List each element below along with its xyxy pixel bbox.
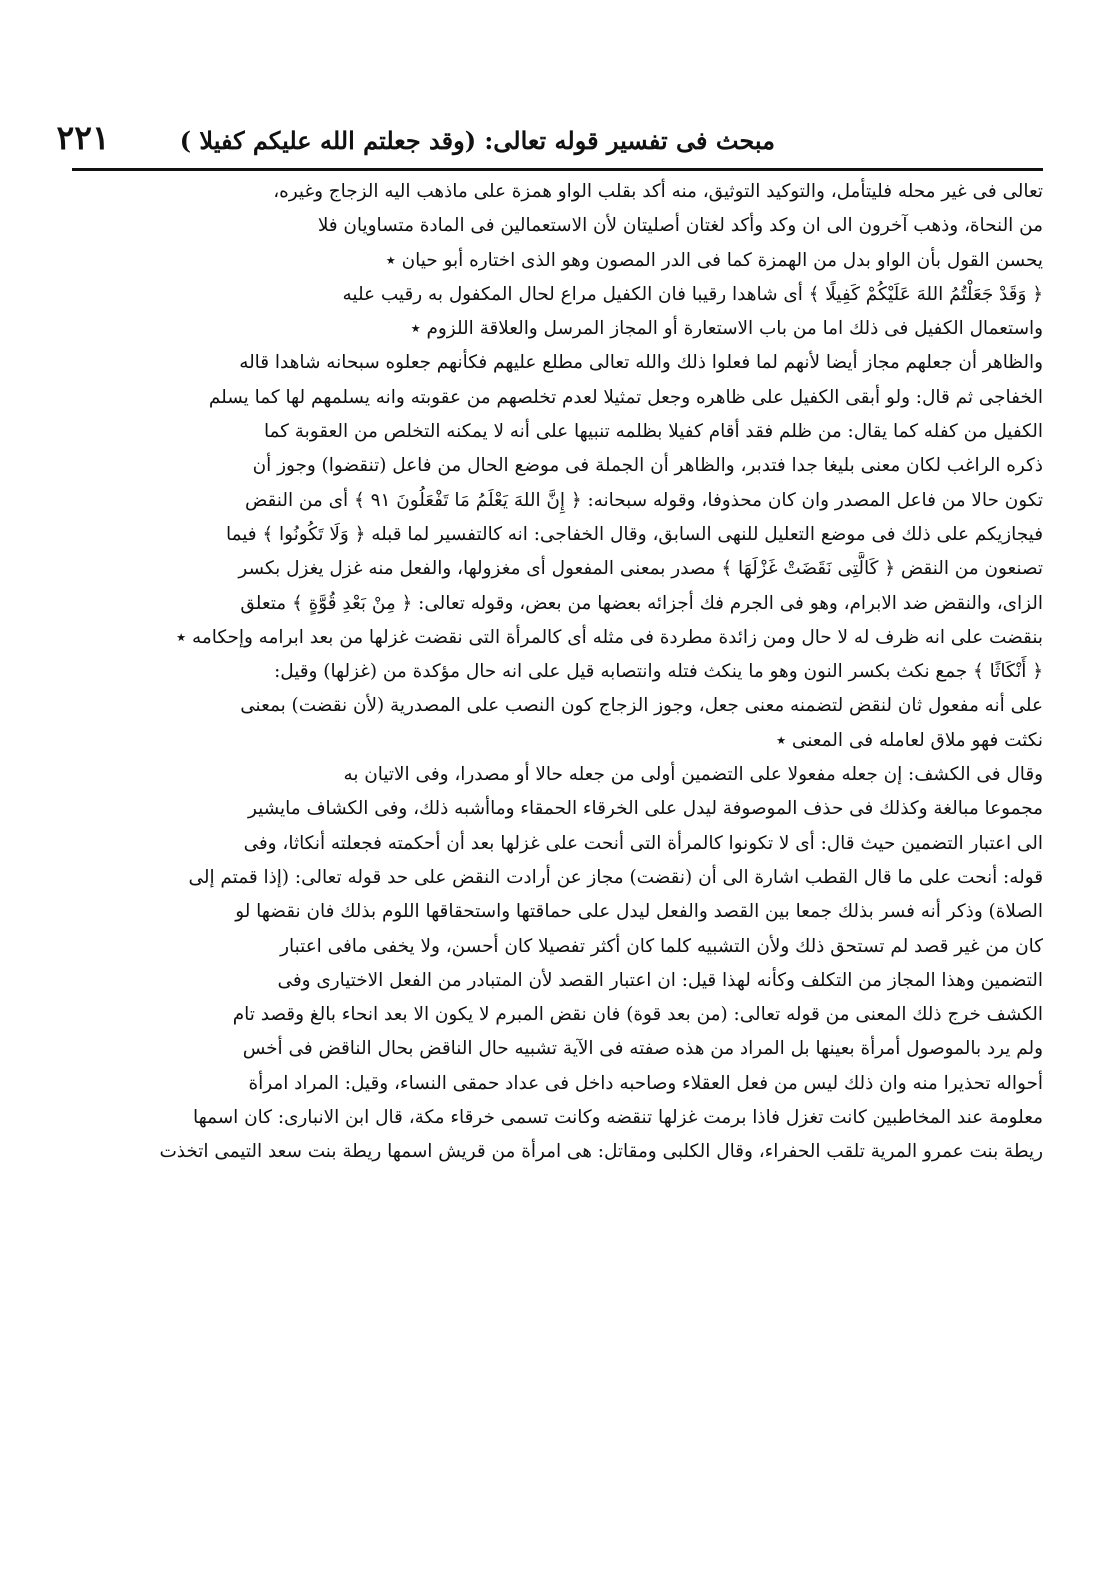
text-line: يحسن القول بأن الواو بدل من الهمزة كما فى الدر المصون وهو الذى اختاره أبو حيان ٭ [385, 249, 1043, 271]
page-number: ٢٢١ [56, 118, 110, 157]
text-line: نكثت فهو ملاق لعامله فى المعنى ٭ [776, 729, 1043, 751]
text-line: ريطة بنت عمرو المرية تلقب الحفراء، وقال الكلبى ومقاتل: هى امرأة من قريش اسمها ريطة بنت سعد التيمى اتخذت [159, 1141, 1043, 1163]
text-line: مجموعا مبالغة وكذلك فى حذف الموصوفة ليدل على الخرقاء الحمقاء وماأشبه ذلك، وفى الكشاف مايشير [247, 798, 1043, 820]
paragraph [72, 175, 1043, 278]
body-text [72, 175, 1043, 1170]
text-line: واستعمال الكفيل فى ذلك اما من باب الاستعارة أو المجاز المرسل والعلاقة اللزوم ٭ [410, 318, 1043, 340]
page-title: مبحث فى تفسير قوله تعالى: (وقد جعلتم الله عليكم كفيلا ) [179, 126, 775, 155]
page-header [56, 118, 1043, 160]
text-line: قوله: أنحت على ما قال القطب اشارة الى أن (نقضت) مجاز عن أرادت النقض على حد قوله تعالى: (إذا قمتم إلى [188, 866, 1043, 888]
text-line: من النحاة، وذهب آخرون الى ان وكد وأكد لغتان أصليتان لأن الاستعمالين فى المادة متساويان فلا [317, 215, 1043, 237]
text-line: ﴿ أَنْكَاثًا ﴾ جمع نكث بكسر النون وهو ما ينكث فتله وانتصابه قيل على انه حال مؤكدة من (غزلها) وقيل: [274, 661, 1043, 683]
text-line: والظاهر أن جعلهم مجاز أيضا لأنهم لما فعلوا ذلك والله تعالى مطلع عليهم فكأنهم جعلوه سبحانه شاهدا قاله [239, 352, 1043, 374]
text-line: بنقضت على انه ظرف له لا حال ومن زائدة مطردة فى مثله أى كالمرأة التى نقضت غزلها من بعد ابرامه وإحكامه ٭ [176, 626, 1043, 648]
paragraph [72, 758, 1043, 1170]
text-line: الخفاجى ثم قال: ولو أبقى الكفيل على ظاهره وجعل تمثيلا لعدم تخلصهم من عقوبته وانه يسلمهم لها كما يسلم [208, 386, 1043, 408]
text-line: أحواله تحذيرا منه وان ذلك ليس من فعل العقلاء وصاحبه داخل فى عداد حمقى النساء، وقيل: المراد امرأة [248, 1072, 1043, 1094]
text-line: الى اعتبار التضمين حيث قال: أى لا تكونوا كالمرأة التى أنحت على غزلها بعد أن أحكمته فجعلته أنكاثا، وفى [243, 832, 1043, 854]
text-line: الكفيل من كفله كما يقال: من ظلم فقد أقام كفيلا بظلمه تنبيها على أنه لا يمكنه التخلص من العقوبة كما [263, 421, 1043, 443]
text-line: ذكره الراغب لكان معنى بليغا جدا فتدبر، والظاهر أن الجملة فى موضع الحال من فاعل (تنقضوا) وجوز أن [252, 455, 1043, 477]
header-divider [72, 168, 1043, 171]
text-line: كان من غير قصد لم تستحق ذلك ولأن التشبيه كلما كان أكثر تفصيلا كان أحسن، ولا يخفى مافى اعتبار [280, 935, 1043, 957]
paragraph [72, 278, 1043, 347]
text-line: على أنه مفعول ثان لنقض لتضمنه معنى جعل، وجوز الزجاج كون النصب على المصدرية (لأن نقضت) بمعنى [240, 695, 1043, 717]
text-line: تعالى فى غير محله فليتأمل، والتوكيد التوثيق، منه أكد بقلب الواو همزة على ماذهب اليه الزجاج وغيره، [273, 181, 1043, 202]
text-line: ولم يرد بالموصول أمرأة بعينها بل المراد من هذه صفته فى الآية تشبيه حال الناقض بحال الناقض فى أخس [242, 1038, 1043, 1060]
text-line: الكشف خرج ذلك المعنى من قوله تعالى: (من بعد قوة) فان نقض المبرم لا يكون الا بعد انحاء بالغ وقصد تام [232, 1004, 1043, 1026]
paragraph [72, 655, 1043, 758]
text-line: الصلاة) وذكر أنه فسر بذلك جمعا بين القصد والفعل ليدل على حماقتها واستحقاقها اللوم بذلك فان نقضها لو [235, 901, 1043, 923]
text-line: تصنعون من النقض ﴿ كَالَّتِى نَقَضَتْ غَزْلَهَا ﴾ مصدر بمعنى المفعول أى مغزولها، والفعل منه غزل يغزل بكسر [238, 558, 1043, 580]
text-line: التضمين وهذا المجاز من التكلف وكأنه لهذا قيل: ان اعتبار القصد لأن المتبادر من الفعل الاختيارى وفى [277, 969, 1043, 991]
text-line: فيجازيكم على ذلك فى موضع التعليل للنهى السابق، وقال الخفاجى: انه كالتفسير لما قبله ﴿ وَلَا تَكُونُوا ﴾ فيما [225, 523, 1043, 545]
text-line: معلومة عند المخاطبين كانت تغزل فاذا برمت غزلها تنقضه وكانت تسمى خرقاء مكة، قال ابن الانبارى: كان اسمها [193, 1107, 1043, 1129]
text-line: تكون حالا من فاعل المصدر وان كان محذوفا، وقوله سبحانه: ﴿ إِنَّ اللهَ يَعْلَمُ مَا تَفْعَلُونَ ٩١ ﴾ أى من النقض [244, 489, 1043, 511]
paragraph [72, 346, 1043, 655]
text-line: الزاى، والنقض ضد الابرام، وهو فى الجرم فك أجزائه بعضها من بعض، وقوله تعالى: ﴿ مِنْ بَعْدِ قُوَّةٍ ﴾ متعلق [240, 592, 1043, 614]
text-line: وقال فى الكشف: إن جعله مفعولا على التضمين أولى من جعله حالا أو مصدرا، وفى الاتيان به [343, 764, 1043, 786]
text-line: ﴿ وَقَدْ جَعَلْتُمُ اللهَ عَلَيْكُمْ كَفِيلًا ﴾ أى شاهدا رقيبا فان الكفيل مراع لحال المكفول به رقيب عليه [342, 283, 1043, 305]
